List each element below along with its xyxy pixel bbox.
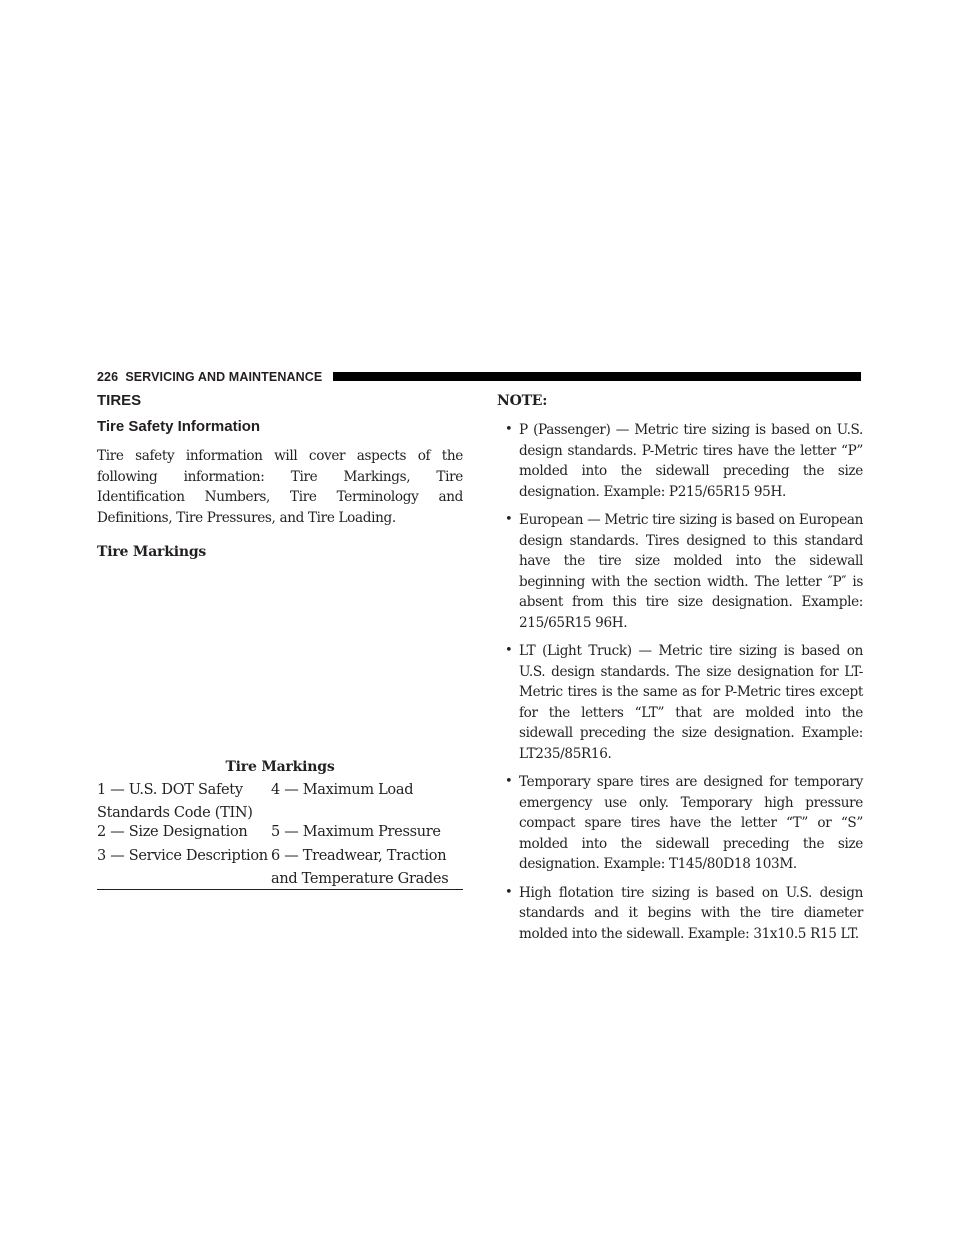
legend-item: 2 — Size Designation [97,824,248,840]
bullet-icon: • [505,512,513,527]
page-header [97,369,861,385]
legend-rule [97,889,463,890]
figure-legend [97,776,463,889]
bullet-text: LT (Light Truck) — Metric tire sizing is based on U.S. design standards. The size designation for LT-Metric tires is the same as for P-Metric tires except for the letters “LT” that are molded into the sidewall preceding the size designation. Example: LT235/85R16. [519,643,863,762]
legend-item [271,804,463,823]
section-title: SERVICING AND MAINTENANCE [125,370,323,384]
bullet-text: Temporary spare tires are designed for temporary emergency use only. Temporary high pressure compact spare tires have the letter “T” or “S” molded into the sidewall preceding the size designation. Example: T145/80D18 103M. [519,774,863,872]
tire-markings-figure [97,562,463,758]
tire-markings-heading: Tire Markings [97,544,207,560]
bullet-icon: • [505,884,513,900]
list-item [497,420,863,502]
legend-item: and Temperature Grades [271,871,449,887]
legend-item [97,870,271,889]
bullet-text: European — Metric tire sizing is based on European design standards. Tires designed to this standard have the tire size molded into the sidewall beginning with the section width. The letter ″P″ is absent from this tire size designation. Example: 215/65R15 96H. [519,512,863,631]
note-label: NOTE: [497,393,548,409]
bullet-icon: • [505,422,513,437]
bullet-icon: • [505,643,513,658]
right-column [497,392,863,944]
list-item [497,510,863,633]
intro-paragraph: Tire safety information will cover aspects of the following information: Tire Markings, Tire Identification Numbers, Tire Terminology and Definitions, Tire Pressures, and Tire Loading. [97,448,463,526]
list-item [497,883,863,945]
legend-item: 3 — Service Description [97,848,268,864]
page-header-label [97,369,322,385]
page-number: 226 [97,370,119,384]
bullet-text: High flotation tire sizing is based on U.S. design standards and it begins with the tire diameter molded into the sidewall. Example: 31x10.5 R15 LT. [519,884,863,942]
section-heading: TIRES [97,392,142,409]
legend-item: 6 — Treadwear, Traction [271,848,447,864]
header-rule [333,372,861,381]
list-item [497,641,863,764]
left-column [97,390,463,890]
note-bullet-list [497,420,863,944]
bullet-icon: • [505,774,513,789]
figure-caption: Tire Markings [225,759,335,775]
subsection-heading: Tire Safety Information [97,418,261,435]
legend-item: 1 — U.S. DOT Safety [97,782,243,798]
legend-item: 5 — Maximum Pressure [271,824,441,840]
list-item [497,772,863,875]
legend-item: 4 — Maximum Load [271,782,414,798]
legend-item: Standards Code (TIN) [97,805,253,821]
bullet-text: P (Passenger) — Metric tire sizing is based on U.S. design standards. P-Metric tires have the letter “P” molded into the sidewall preceding the size designation. Example: P215/65R15 95H. [519,422,863,500]
